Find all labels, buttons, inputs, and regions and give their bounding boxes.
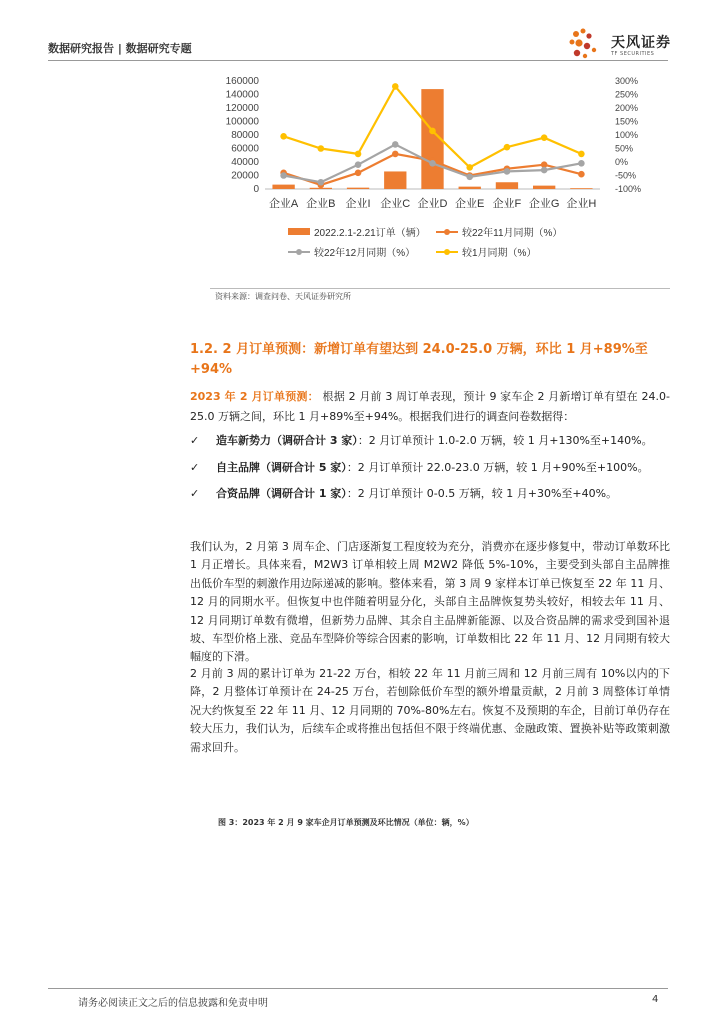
legend-swatch-bar [288,228,310,235]
x-tick-label: 企业F [492,198,522,210]
y-left-tick-label: 140000 [225,89,259,101]
logo-subtext: TF SECURITIES [611,51,655,57]
y-left-tick-label: 160000 [225,76,259,87]
bullet-label: 自主品牌（调研合计 5 家） [216,461,347,474]
y-left-tick-label: 60000 [231,143,259,155]
bar-orders [272,185,294,189]
lead-text: 根据 2 月前 3 周订单表现，预计 9 家车企 2 月新增订单有望在 24.0-25.0 万辆之间，环比 1 月+89%至+94%。根据我们进行的调查问卷数据得： [190,390,670,423]
figure-caption: 图 3：2023 年 2 月 9 家车企月订单预测及环比情况（单位：辆，%） [218,818,474,827]
order-chart [200,70,670,290]
x-tick-label: 企业B [306,198,336,210]
check-icon: ✓ [190,487,200,500]
y-right-tick-label: -50% [615,170,637,181]
bar-orders [496,182,518,189]
bullet-joint-venture [190,485,617,503]
x-tick-label: 企业I [345,198,371,210]
series-point-2 [392,141,399,148]
lead-label: 2023 年 2 月订单预测： [190,390,319,403]
y-right-tick-label: -100% [615,184,642,194]
legend-swatch-point [444,229,450,235]
legend-swatch-point [444,249,450,255]
x-tick-label: 企业G [528,198,560,210]
y-left-tick-label: 100000 [225,116,259,128]
y-right-tick-label: 200% [615,103,639,113]
legend-label: 较22年11月同期（%） [462,228,563,239]
x-tick-label: 企业H [566,198,597,210]
series-point-2 [318,179,325,186]
bullet-text: ：2 月订单预计 0-0.5 万辆，较 1 月+30%至+40%。 [346,487,618,500]
x-tick-label: 企业C [380,198,411,210]
y-left-tick-label: 0 [253,184,259,195]
page-number: 4 [652,994,659,1005]
bar-orders [533,186,555,189]
series-point-3 [429,128,436,135]
logo-text: 天风证券 [611,35,671,51]
y-right-tick-label: 100% [615,130,639,140]
bullet-domestic-brands [190,459,649,477]
x-tick-label: 企业A [268,198,299,210]
y-right-tick-label: 300% [615,76,639,86]
report-header: 数据研究报告 | 数据研究专题 [48,42,192,55]
bar-orders [459,187,481,189]
series-point-2 [504,168,511,175]
y-left-tick-label: 20000 [231,170,259,182]
series-point-3 [318,145,325,152]
series-point-1 [355,170,362,177]
forecast-paragraph: 2 月前 3 周的累计订单为 21-22 万台，相较 22 年 11 月前三周和 12 月前三周有 10%以内的下降，2 月整体订单预计在 24-25 万台，若刨除低价车型的额外增量贡献，2 月前 3 周整体订单情况大约恢复至 22 年 11 月、12 月同期的 70%-80%左右。恢复不及预期的车企，目前订单仍存在较大压力，我们认为，后续车企或将推出包括但不限于终端优惠、金融政策、置换补贴等政策刺激需求回升。 [190,667,670,754]
legend-swatch-point [296,249,302,255]
bar-orders [384,171,406,189]
bullet-label: 合资品牌（调研合计 1 家） [216,487,347,500]
bullet-new-forces [190,432,653,450]
series-point-2 [429,160,436,167]
y-right-tick-label: 150% [615,116,639,127]
y-left-tick-label: 40000 [231,157,259,168]
check-icon: ✓ [190,461,200,474]
series-point-3 [355,151,362,158]
series-point-1 [392,151,399,158]
x-tick-label: 企业E [455,198,485,210]
series-point-3 [280,133,287,140]
check-icon: ✓ [190,434,200,447]
series-point-2 [578,160,585,167]
series-point-3 [504,144,511,151]
series-point-3 [541,134,548,141]
lead-paragraph [190,387,670,427]
bullet-text: ：2 月订单预计 1.0-2.0 万辆，较 1 月+130%至+140%。 [357,434,653,447]
analysis-paragraph: 我们认为，2 月第 3 周车企、门店逐渐复工程度较为充分，消费亦在逐步修复中，带动订单数环比 1 月正增长。具体来看，M2W3 订单相较上周 M2W2 降低 5%-10%，主要受到头部自主品牌推出低价车型的刺激作用边际递减的影响。整体来看，第 3 周 9 家样本订单已恢复至 22 年 11 月、12 月的同期水平。但恢复中也伴随着明显分化，头部自主品牌恢复势头较好，相较去年 11 月、12 月同期订单数有微增，但新势力品牌、其余自主品牌新能源、以及合资品牌的需求受到国补退坡、车型价格上涨、竞品车型降价等综合因素的影响，订单数相比 22 年 11 月、12 月同期有较大幅度的下滑。 [190,540,670,664]
footer-disclaimer: 请务必阅读正文之后的信息披露和免责申明 [78,998,268,1009]
y-right-tick-label: 250% [615,89,639,100]
source-divider [210,288,670,289]
header-divider [48,60,668,61]
bullet-text: ：2 月订单预计 22.0-23.0 万辆，较 1 月+90%至+100%。 [346,461,649,474]
x-tick-label: 企业D [417,198,448,210]
series-point-3 [392,83,399,90]
series-point-2 [541,167,548,174]
y-left-tick-label: 120000 [225,103,259,114]
y-left-tick-label: 80000 [231,130,259,141]
y-right-tick-label: 50% [615,143,634,154]
series-point-3 [578,151,585,158]
section-title: 1.2. 2 月订单预测：新增订单有望达到 24.0-25.0 万辆，环比 1 月+89%至+94% [190,342,648,377]
bar-orders [347,188,369,189]
bullet-label: 造车新势力（调研合计 3 家） [216,434,358,447]
series-point-1 [578,171,585,178]
legend-label: 较22年12月同期（%） [314,248,416,259]
legend-label: 2022.2.1-2.21订单（辆） [314,228,426,239]
series-point-2 [280,172,287,179]
legend-label: 较1月同期（%） [462,248,537,259]
y-right-tick-label: 0% [615,157,629,167]
footer-divider [48,988,668,989]
bar-orders [570,188,592,189]
series-point-2 [466,174,473,181]
chart-source: 资料来源：调查问卷、天风证券研究所 [215,292,351,301]
series-point-3 [466,164,473,171]
series-point-2 [355,161,362,168]
